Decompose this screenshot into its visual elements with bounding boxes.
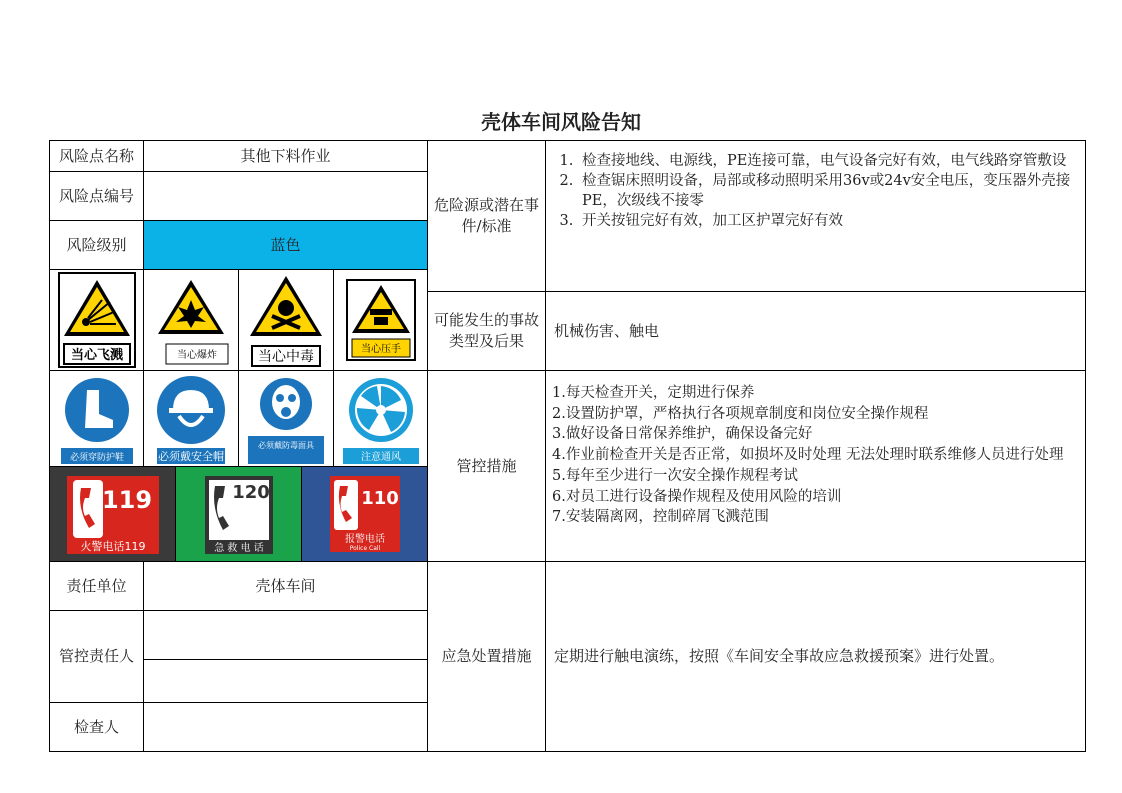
mandatory-sign-text: 必须穿防护鞋 (69, 452, 124, 463)
hazard-item: 1. 检查接地线、电源线，PE连接可靠，电气设备完好有效，电气线路穿管敷设 (578, 151, 1079, 171)
mandatory-sign-text: 必须戴防毒面具 (258, 440, 314, 450)
measure-item: 4.作业前检查开关是否正常，如损坏及时处理 无法处理时联系维修人员进行处理 (552, 447, 1064, 464)
warning-sign-text: 当心飞溅 (70, 348, 123, 363)
possible-accidents-label: 可能发生的事故类型及后果 (427, 291, 546, 371)
hazard-item: 2. 检查锯床照明设备，局部或移动照明采用36v或24v安全电压，变压器外壳接PE，次级线不接零 (578, 171, 1079, 211)
phone-number: 110 (360, 488, 399, 509)
mandatory-sign-cell (238, 370, 334, 467)
phone-sign-text: 报警电话 (344, 534, 385, 545)
warning-sign-cell (143, 269, 239, 371)
gas-mask-icon (248, 374, 324, 464)
first-aid-phone-icon (203, 472, 275, 556)
hand-crush-warning-icon (346, 279, 416, 361)
protective-boots-icon (61, 374, 133, 464)
poison-warning-icon (246, 272, 326, 368)
measure-item: 3.做好设备日常保养维护，确保设备完好 (552, 426, 813, 443)
explosion-warning-icon (152, 272, 230, 368)
mandatory-sign-cell (49, 370, 144, 467)
warning-sign-cell (333, 269, 428, 371)
police-phone-icon (328, 474, 402, 554)
warning-sign-cell (49, 269, 144, 371)
mandatory-sign-text: 必须戴安全帽 (158, 449, 224, 463)
measure-item: 7.安装隔离网，控制碎屑飞溅范围 (552, 509, 769, 526)
control-person-value-2 (143, 659, 428, 703)
warning-sign-text: 当心中毒 (258, 349, 314, 365)
measure-item: 1.每天检查开关，定期进行保养 (552, 385, 755, 401)
phone-number: 120 (231, 482, 270, 503)
warning-sign-cell (238, 269, 334, 371)
hazard-source-label: 危险源或潜在事件/标准 (427, 140, 546, 292)
measure-item: 2.设置防护罩，严格执行各项规章制度和岗位安全操作规程 (552, 405, 929, 422)
inspector-label: 检查人 (49, 702, 144, 752)
responsible-unit-label: 责任单位 (49, 561, 144, 611)
phone-sign-cell (49, 466, 176, 562)
warning-sign-text: 当心压手 (360, 344, 401, 355)
control-measures-list (545, 370, 1086, 562)
risk-level-value: 蓝色 (143, 220, 428, 270)
risk-point-name-value: 其他下料作业 (143, 140, 428, 172)
phone-sign-text: 火警电话119 (80, 540, 145, 553)
control-person-label: 管控责任人 (49, 610, 144, 703)
mandatory-sign-cell (333, 370, 428, 467)
risk-point-no-value (143, 171, 428, 221)
safety-helmet-icon (149, 374, 233, 464)
measure-item: 6.对员工进行设备操作规程及使用风险的培训 (552, 488, 842, 505)
inspector-value (143, 702, 428, 752)
possible-accidents-value: 机械伤害、触电 (545, 291, 1086, 371)
control-measures-label: 管控措施 (427, 370, 546, 562)
measure-item: 5.每年至少进行一次安全操作规程考试 (552, 467, 798, 484)
ventilation-fan-icon (343, 374, 419, 464)
responsible-unit-value: 壳体车间 (143, 561, 428, 611)
hazard-source-list (545, 140, 1086, 292)
fire-phone-icon (65, 472, 161, 556)
phone-sign-subtext: Police Call (349, 545, 380, 552)
emergency-value: 定期进行触电演练，按照《车间安全事故应急救援预案》进行处置。 (545, 561, 1086, 752)
risk-point-no-label: 风险点编号 (49, 171, 144, 221)
risk-point-name-label: 风险点名称 (49, 140, 144, 172)
mandatory-sign-text: 注意通风 (360, 451, 401, 463)
flying-debris-warning-icon (58, 272, 136, 368)
control-person-value-1 (143, 610, 428, 660)
page-title: 壳体车间风险告知 (481, 110, 641, 134)
warning-sign-text: 当心爆炸 (177, 350, 217, 361)
phone-number: 119 (101, 486, 152, 514)
risk-level-label: 风险级别 (49, 220, 144, 270)
emergency-label: 应急处置措施 (427, 561, 546, 752)
phone-sign-cell (175, 466, 302, 562)
phone-sign-cell (301, 466, 428, 562)
hazard-item: 3. 开关按钮完好有效，加工区护罩完好有效 (578, 211, 1079, 231)
phone-sign-text: 急 救 电 话 (213, 543, 264, 554)
mandatory-sign-cell (143, 370, 239, 467)
